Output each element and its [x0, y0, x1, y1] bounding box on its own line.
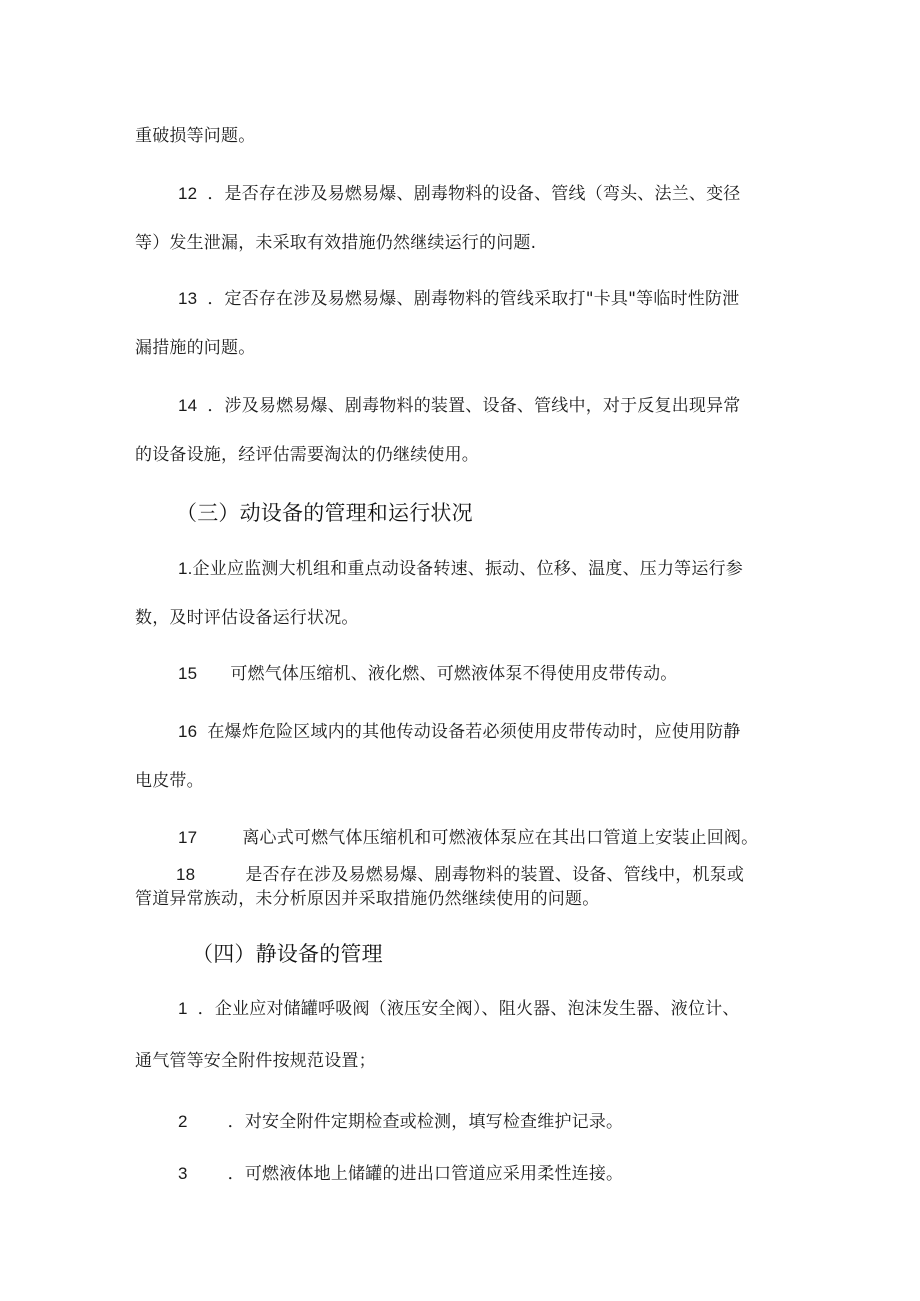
- item-number: 2: [178, 1112, 188, 1131]
- line-text: 数，及时评估设备运行状况。: [135, 608, 359, 628]
- heading-text: （三）动设备的管理和运行状况: [176, 501, 473, 525]
- item-number: 12: [178, 184, 198, 203]
- paragraph-line: [135, 888, 599, 910]
- list-item-17: [178, 827, 758, 849]
- item-number: 14: [178, 396, 198, 415]
- line-text: 管道异常族动，未分析原因并采取措施仍然继续使用的问题。: [135, 889, 600, 909]
- line-text: 在爆炸危险区域内的其他传动设备若必须使用皮带传动时，应使用防静: [207, 722, 741, 742]
- list-item-14: [178, 395, 741, 417]
- line-text: 重破损等问题。: [135, 126, 256, 146]
- line-text: 可燃气体压缩机、液化燃、可燃液体泵不得使用皮带传动。: [230, 664, 678, 684]
- line-text: 漏措施的问题。: [135, 338, 256, 358]
- line-text: 电皮带。: [135, 771, 204, 791]
- line-text: ．涉及易燃易爆、剧毒物料的装置、设备、管线中，对于反复出现异常: [207, 396, 741, 416]
- paragraph-line: [135, 1050, 376, 1072]
- line-text: 的设备设施，经评估需要淘汰的仍继续使用。: [135, 445, 479, 465]
- paragraph-line: [135, 125, 255, 147]
- item-number: 1: [178, 999, 188, 1018]
- list-item-2-static: [178, 1111, 623, 1133]
- paragraph-line: [135, 232, 536, 254]
- line-text: ．可燃液体地上储罐的进出口管道应采用柔性连接。: [227, 1164, 624, 1184]
- line-text: ．对安全附件定期检查或检测，填写检查维护记录。: [227, 1112, 624, 1132]
- list-item-12: [178, 183, 741, 205]
- line-text: ．定否存在涉及易燃易爆、剧毒物料的管线采取打"卡具"等临时性防泄: [207, 289, 740, 309]
- paragraph-line: [135, 444, 479, 466]
- item-number: 15: [178, 664, 198, 683]
- line-text: 离心式可燃气体压缩机和可燃液体泵应在其出口管道上安装止回阀。: [242, 828, 759, 848]
- line-text: ．企业应对储罐呼吸阀（液压安全阀）、阻火器、泡沫发生器、液位计、: [197, 999, 740, 1019]
- paragraph-line: [135, 337, 255, 359]
- item-number: 1.: [178, 559, 193, 578]
- line-text: 通气管等安全附件按规范设置；: [135, 1051, 376, 1071]
- list-item-1: [178, 558, 743, 580]
- heading-text: （四）静设备的管理: [192, 942, 383, 966]
- paragraph-line: [135, 770, 204, 792]
- list-item-15: [178, 663, 678, 685]
- item-number: 17: [178, 828, 198, 847]
- list-item-16: [178, 721, 741, 743]
- section-heading-3: [176, 500, 473, 526]
- list-item-18: [176, 864, 744, 886]
- line-text: 企业应监测大机组和重点动设备转速、振动、位移、温度、压力等运行参: [192, 559, 743, 579]
- list-item-13: [178, 288, 739, 310]
- line-text: 等）发生泄漏，未采取有效措施仍然继续运行的问题.: [135, 233, 537, 253]
- paragraph-line: [135, 607, 359, 629]
- line-text: ．是否存在涉及易燃易爆、剧毒物料的设备、管线（弯头、法兰、变径: [207, 184, 741, 204]
- list-item-1-static: [178, 998, 740, 1020]
- item-number: 16: [178, 722, 198, 741]
- item-number: 3: [178, 1164, 188, 1183]
- list-item-3-static: [178, 1163, 623, 1185]
- item-number: 18: [176, 865, 196, 884]
- item-number: 13: [178, 289, 198, 308]
- line-text: 是否存在涉及易燃易爆、剧毒物料的装置、设备、管线中，机泵或: [245, 865, 745, 885]
- section-heading-4: [192, 941, 383, 967]
